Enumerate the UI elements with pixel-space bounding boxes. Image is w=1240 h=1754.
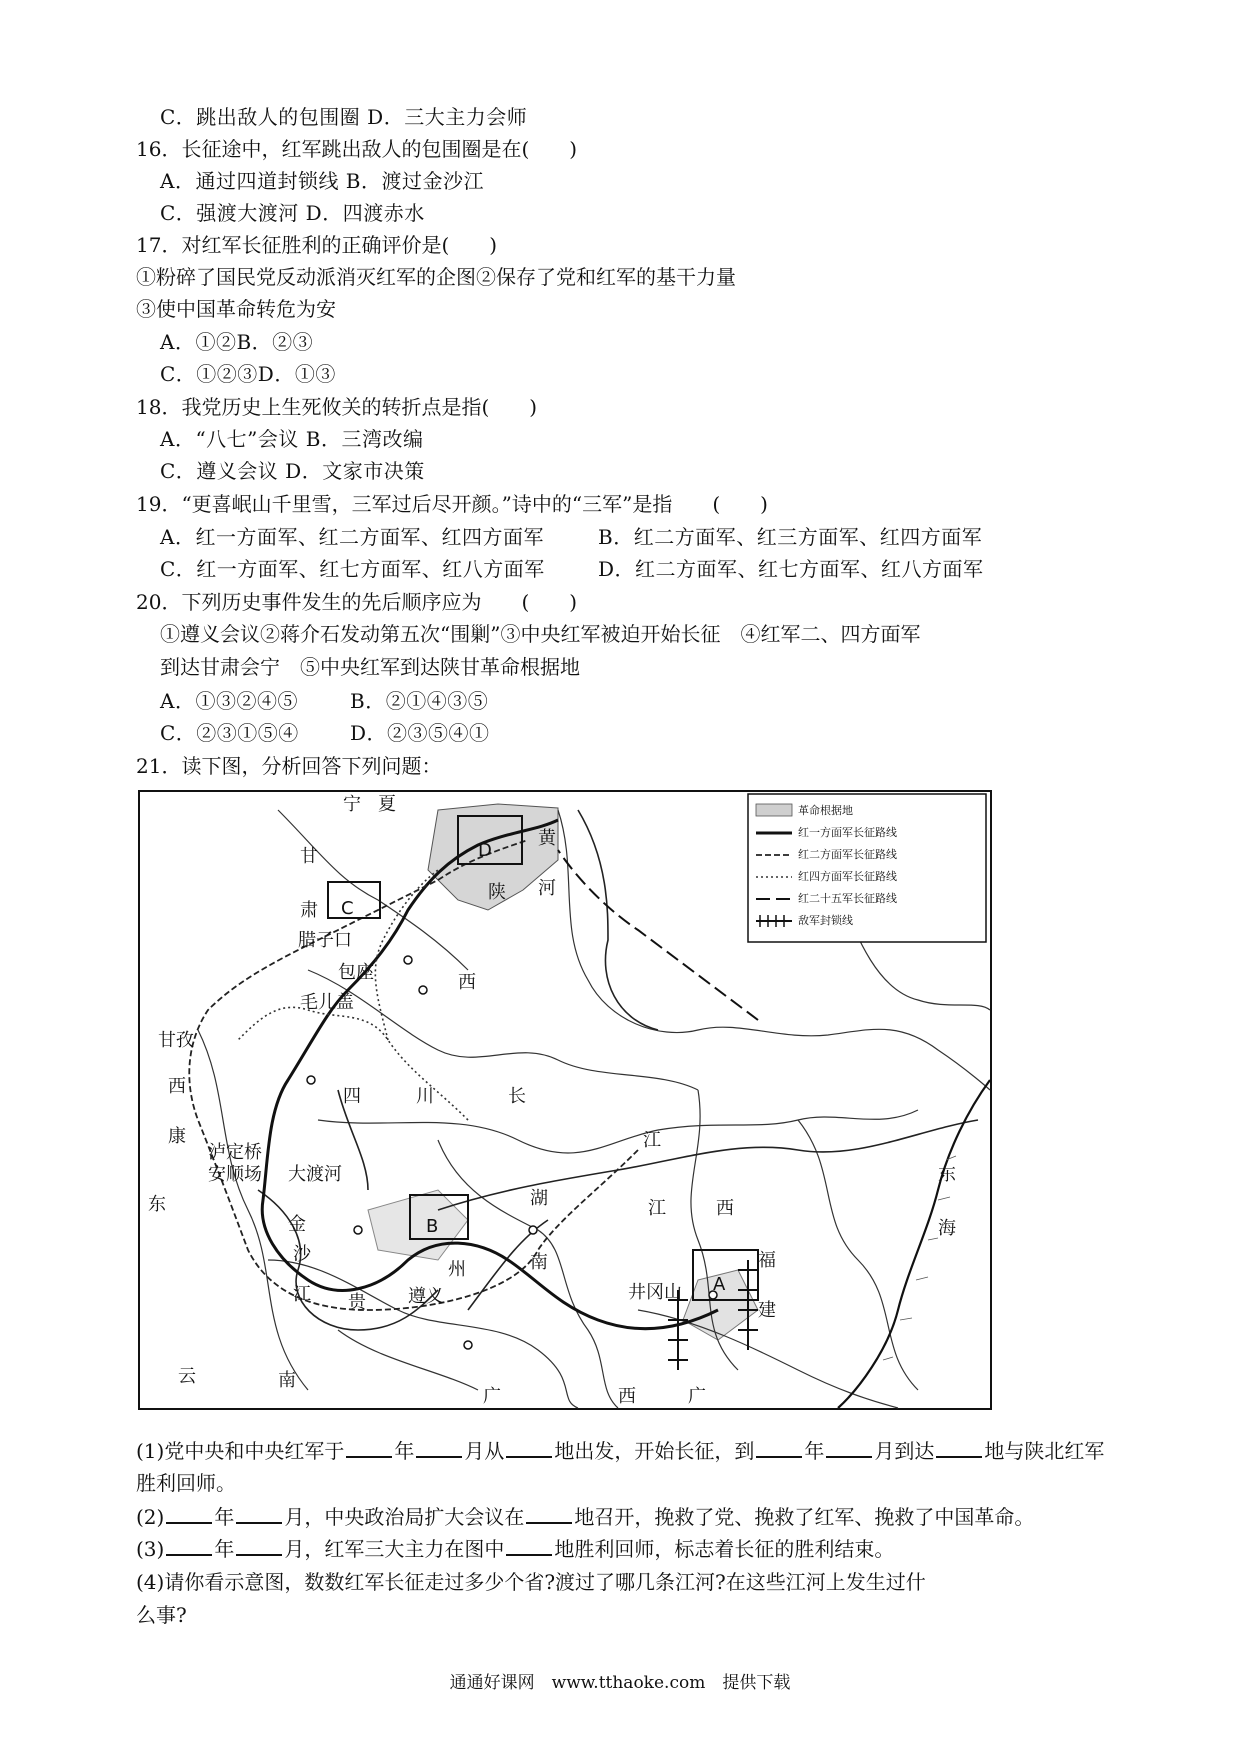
q21-p3-text-3: 地胜利回师，标志着长征的胜利结束。 xyxy=(554,1537,895,1561)
q21-p3-text-0: (3) xyxy=(136,1537,165,1561)
answer-blank[interactable] xyxy=(936,1438,982,1458)
long-march-map xyxy=(138,790,992,1410)
q21-part-4-cont: 么事? xyxy=(136,1603,187,1627)
map-place-label: 井冈山 xyxy=(628,1282,682,1303)
q16-options-ab: A．通过四道封锁线 B．渡过金沙江 xyxy=(160,169,484,193)
map-place-label: 西 xyxy=(168,1076,186,1097)
q21-part-2 xyxy=(136,1504,1034,1530)
map-place-label: 四 xyxy=(343,1086,361,1107)
map-box-label-C: C xyxy=(341,898,354,919)
map-place-label: 大渡河 xyxy=(288,1164,342,1185)
q16-options-cd: C．强渡大渡河 D．四渡赤水 xyxy=(160,201,425,225)
answer-blank[interactable] xyxy=(166,1536,212,1556)
q17-options-ab: A．①②B．②③ xyxy=(160,330,314,354)
q21-p2-text-0: (2) xyxy=(136,1505,165,1529)
map-place-label: 南 xyxy=(530,1252,548,1273)
answer-blank[interactable] xyxy=(166,1504,212,1524)
map-place-label: 广 xyxy=(688,1386,706,1407)
q21-part-3 xyxy=(136,1536,894,1562)
q20-stem: 20．下列历史事件发生的先后顺序应为 ( ) xyxy=(136,590,578,614)
answer-blank[interactable] xyxy=(506,1438,552,1458)
answer-blank[interactable] xyxy=(506,1536,552,1556)
map-box-label-D: D xyxy=(478,840,492,861)
map-legend-entry: 红一方面军长征路线 xyxy=(798,826,897,839)
map-place-label: 长 xyxy=(508,1086,526,1107)
q19-option-b: B．红二方面军、红三方面军、红四方面军 xyxy=(598,525,983,549)
q21-p1-text-1: 年 xyxy=(394,1439,415,1463)
map-legend-entry: 红二十五军长征路线 xyxy=(798,892,897,905)
map-legend-entry: 红四方面军长征路线 xyxy=(798,870,897,883)
map-place-label: 黄 xyxy=(538,828,556,849)
map-box-label-A: A xyxy=(713,1274,726,1295)
map-place-label: 甘孜 xyxy=(158,1030,194,1051)
answer-blank[interactable] xyxy=(346,1438,392,1458)
map-place-label: 夏 xyxy=(378,794,396,815)
q21-p1-text-6: 地与陕北红军 xyxy=(984,1439,1105,1463)
q15-option-c: C．跳出敌人的包围圈 D．三大主力会师 xyxy=(160,105,528,129)
map-place-label: 泸定桥 xyxy=(208,1142,262,1163)
q20-option-a: A．①③②④⑤ xyxy=(160,689,298,713)
q20-statement-2: 到达甘肃会宁 ⑤中央红军到达陕甘革命根据地 xyxy=(160,655,580,679)
q20-option-b: B．②①④③⑤ xyxy=(350,689,489,713)
q17-statement-1: ①粉碎了国民党反动派消灭红军的企图②保存了党和红军的基干力量 xyxy=(136,265,736,289)
q20-option-c: C．②③①⑤④ xyxy=(160,721,299,745)
map-place-label: 腊子口 xyxy=(298,930,352,951)
map-place-label: 包座 xyxy=(338,962,374,983)
map-legend-entry: 革命根据地 xyxy=(798,804,853,817)
map-place-label: 江 xyxy=(293,1284,311,1305)
map-place-label: 建 xyxy=(758,1300,776,1321)
answer-blank[interactable] xyxy=(826,1438,872,1458)
q18-options-ab: A．“八七”会议 B．三湾改编 xyxy=(160,427,424,451)
q19-option-d: D．红二方面军、红七方面军、红八方面军 xyxy=(598,557,984,581)
map-place-label: 西 xyxy=(618,1386,636,1407)
q21-p1-text-3: 地出发，开始长征，到 xyxy=(554,1439,755,1463)
map-place-label: 河 xyxy=(538,878,556,899)
map-box-label-B: B xyxy=(426,1216,439,1237)
q21-part-4: (4)请你看示意图，数数红军长征走过多少个省?渡过了哪几条江河?在这些江河上发生过什 xyxy=(136,1570,926,1594)
map-place-label: 广 xyxy=(483,1386,501,1407)
map-place-label: 金 xyxy=(288,1214,306,1235)
q21-part-1 xyxy=(136,1438,1104,1464)
map-place-label: 肃 xyxy=(300,900,318,921)
q21-p3-text-2: 月，红军三大主力在图中 xyxy=(284,1537,505,1561)
q20-option-d: D．②③⑤④① xyxy=(350,721,490,745)
q20-statement-1: ①遵义会议②蒋介石发动第五次“围剿”③中央红军被迫开始长征 ④红军二、四方面军 xyxy=(160,622,921,646)
map-place-label: 州 xyxy=(448,1259,466,1280)
q21-p2-text-2: 月，中央政治局扩大会议在 xyxy=(284,1505,525,1529)
map-place-label: 西 xyxy=(458,972,476,993)
q19-option-a: A．红一方面军、红二方面军、红四方面军 xyxy=(160,525,544,549)
q16-stem: 16．长征途中，红军跳出敌人的包围圈是在( ) xyxy=(136,137,578,161)
q21-p2-text-1: 年 xyxy=(214,1505,235,1529)
map-place-label: 江 xyxy=(648,1198,666,1219)
map-place-label: 云 xyxy=(178,1366,196,1387)
map-place-label: 东 xyxy=(938,1164,956,1185)
q21-p1-text-5: 月到达 xyxy=(874,1439,935,1463)
q18-options-cd: C．遵义会议 D．文家市决策 xyxy=(160,459,425,483)
map-place-label: 湖 xyxy=(530,1188,548,1209)
q21-p1-text-0: (1)党中央和中央红军于 xyxy=(136,1439,345,1463)
map-legend-entry: 红二方面军长征路线 xyxy=(798,848,897,861)
map-place-label: 安顺场 xyxy=(208,1164,262,1185)
q18-stem: 18．我党历史上生死攸关的转折点是指( ) xyxy=(136,395,538,419)
answer-blank[interactable] xyxy=(526,1504,572,1524)
map-place-label: 福 xyxy=(758,1250,776,1271)
map-place-label: 甘 xyxy=(300,846,318,867)
map-place-label: 东 xyxy=(148,1194,166,1215)
q21-p3-text-1: 年 xyxy=(214,1537,235,1561)
map-place-label: 海 xyxy=(938,1218,956,1239)
q17-statement-2: ③使中国革命转危为安 xyxy=(136,297,336,321)
q21-p1-text-4: 年 xyxy=(804,1439,825,1463)
answer-blank[interactable] xyxy=(416,1438,462,1458)
q21-part-1-cont: 胜利回师。 xyxy=(136,1471,236,1495)
answer-blank[interactable] xyxy=(236,1536,282,1556)
map-place-label: 西 xyxy=(716,1198,734,1219)
answer-blank[interactable] xyxy=(236,1504,282,1524)
map-place-label: 南 xyxy=(278,1370,296,1391)
map-place-label: 江 xyxy=(643,1130,661,1151)
map-place-label: 陕 xyxy=(488,882,506,903)
map-place-label: 宁 xyxy=(343,794,361,815)
q21-stem: 21．读下图，分析回答下列问题： xyxy=(136,754,442,778)
q17-stem: 17．对红军长征胜利的正确评价是( ) xyxy=(136,233,498,257)
q21-p1-text-2: 月从 xyxy=(464,1439,505,1463)
answer-blank[interactable] xyxy=(756,1438,802,1458)
map-place-label: 毛儿盖 xyxy=(300,992,354,1013)
map-place-label: 沙 xyxy=(293,1244,311,1265)
map-legend-entry: 敌军封锁线 xyxy=(798,914,853,927)
map-place-label: 贵 xyxy=(348,1292,366,1313)
map-place-label: 川 xyxy=(416,1086,434,1107)
q21-p2-text-3: 地召开，挽救了党、挽救了红军、挽救了中国革命。 xyxy=(574,1505,1035,1529)
map-place-label: 康 xyxy=(168,1126,186,1147)
page-footer: 通通好课网 www.tthaoke.com 提供下载 xyxy=(449,1673,791,1693)
map-place-label: 遵义 xyxy=(408,1286,444,1307)
q19-stem: 19．“更喜岷山千里雪，三军过后尽开颜。”诗中的“三军”是指 ( ) xyxy=(136,492,768,516)
q17-options-cd: C．①②③D．①③ xyxy=(160,362,336,386)
q19-option-c: C．红一方面军、红七方面军、红八方面军 xyxy=(160,557,545,581)
